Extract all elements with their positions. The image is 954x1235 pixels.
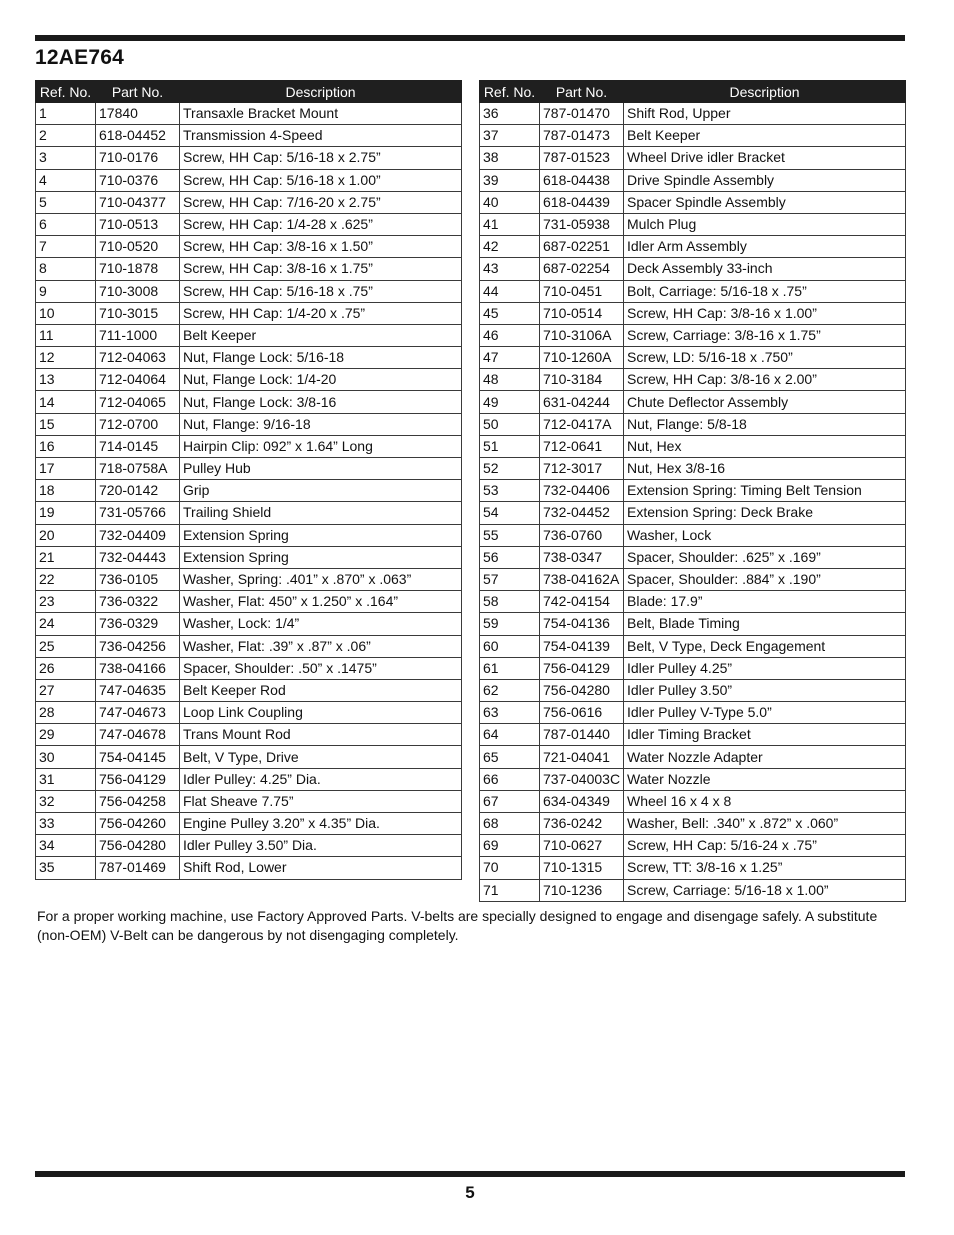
cell-part-no: 710-0520 xyxy=(96,236,180,258)
table-row xyxy=(36,369,462,391)
cell-description: Shift Rod, Upper xyxy=(624,103,906,125)
table-row xyxy=(480,524,906,546)
cell-ref-no: 57 xyxy=(480,568,540,590)
cell-part-no: 710-0514 xyxy=(540,302,624,324)
cell-ref-no: 14 xyxy=(36,391,96,413)
table-row xyxy=(480,413,906,435)
cell-ref-no: 47 xyxy=(480,347,540,369)
cell-ref-no: 34 xyxy=(36,835,96,857)
cell-part-no: 710-0376 xyxy=(96,169,180,191)
cell-ref-no: 13 xyxy=(36,369,96,391)
cell-ref-no: 35 xyxy=(36,857,96,879)
cell-description: Chute Deflector Assembly xyxy=(624,391,906,413)
table-header-row xyxy=(36,81,462,103)
cell-description: Nut, Flange: 9/16-18 xyxy=(180,413,462,435)
cell-description: Screw, HH Cap: 3/8-16 x 1.00” xyxy=(624,302,906,324)
cell-ref-no: 51 xyxy=(480,435,540,457)
cell-part-no: 754-04145 xyxy=(96,746,180,768)
cell-ref-no: 20 xyxy=(36,524,96,546)
table-row xyxy=(480,280,906,302)
cell-part-no: 732-04409 xyxy=(96,524,180,546)
cell-description: Belt Keeper xyxy=(624,125,906,147)
cell-description: Belt, V Type, Deck Engagement xyxy=(624,635,906,657)
table-row xyxy=(36,480,462,502)
cell-description: Belt Keeper Rod xyxy=(180,679,462,701)
cell-description: Belt, V Type, Drive xyxy=(180,746,462,768)
table-row xyxy=(480,835,906,857)
cell-description: Extension Spring: Deck Brake xyxy=(624,502,906,524)
table-header-row xyxy=(480,81,906,103)
table-row xyxy=(36,702,462,724)
cell-description: Extension Spring xyxy=(180,524,462,546)
cell-ref-no: 25 xyxy=(36,635,96,657)
cell-part-no: 732-04406 xyxy=(540,480,624,502)
cell-description: Belt Keeper xyxy=(180,324,462,346)
cell-ref-no: 16 xyxy=(36,435,96,457)
cell-ref-no: 64 xyxy=(480,724,540,746)
table-row xyxy=(480,702,906,724)
cell-part-no: 714-0145 xyxy=(96,435,180,457)
cell-description: Spacer, Shoulder: .625” x .169” xyxy=(624,546,906,568)
table-row xyxy=(36,835,462,857)
cell-ref-no: 61 xyxy=(480,657,540,679)
cell-ref-no: 66 xyxy=(480,768,540,790)
cell-part-no: 754-04139 xyxy=(540,635,624,657)
cell-description: Idler Pulley 3.50” Dia. xyxy=(180,835,462,857)
cell-description: Transmission 4-Speed xyxy=(180,125,462,147)
cell-part-no: 742-04154 xyxy=(540,591,624,613)
cell-description: Pulley Hub xyxy=(180,458,462,480)
table-row xyxy=(480,546,906,568)
cell-description: Spacer Spindle Assembly xyxy=(624,191,906,213)
table-row xyxy=(480,369,906,391)
cell-part-no: 747-04635 xyxy=(96,679,180,701)
table-row xyxy=(36,258,462,280)
cell-description: Screw, HH Cap: 1/4-20 x .75” xyxy=(180,302,462,324)
cell-part-no: 787-01523 xyxy=(540,147,624,169)
page-title: 12AE764 xyxy=(35,46,124,69)
cell-part-no: 710-1878 xyxy=(96,258,180,280)
cell-part-no: 710-0513 xyxy=(96,213,180,235)
cell-ref-no: 41 xyxy=(480,213,540,235)
cell-ref-no: 5 xyxy=(36,191,96,213)
table-row xyxy=(36,458,462,480)
cell-description: Blade: 17.9” xyxy=(624,591,906,613)
top-rule xyxy=(35,35,905,41)
cell-ref-no: 60 xyxy=(480,635,540,657)
table-row xyxy=(36,613,462,635)
cell-part-no: 736-0760 xyxy=(540,524,624,546)
cell-description: Washer, Lock xyxy=(624,524,906,546)
cell-description: Screw, TT: 3/8-16 x 1.25” xyxy=(624,857,906,879)
cell-description: Screw, HH Cap: 3/8-16 x 1.50” xyxy=(180,236,462,258)
cell-ref-no: 63 xyxy=(480,702,540,724)
cell-part-no: 618-04452 xyxy=(96,125,180,147)
cell-ref-no: 22 xyxy=(36,568,96,590)
cell-description: Screw, HH Cap: 5/16-18 x 1.00” xyxy=(180,169,462,191)
cell-description: Screw, HH Cap: 5/16-18 x .75” xyxy=(180,280,462,302)
cell-part-no: 712-04063 xyxy=(96,347,180,369)
table-row xyxy=(480,258,906,280)
cell-ref-no: 56 xyxy=(480,546,540,568)
cell-description: Washer, Flat: .39” x .87” x .06” xyxy=(180,635,462,657)
cell-part-no: 710-1315 xyxy=(540,857,624,879)
cell-part-no: 756-04129 xyxy=(540,657,624,679)
table-row xyxy=(480,236,906,258)
cell-part-no: 731-05766 xyxy=(96,502,180,524)
cell-description: Screw, LD: 5/16-18 x .750” xyxy=(624,347,906,369)
table-row xyxy=(480,391,906,413)
cell-part-no: 738-0347 xyxy=(540,546,624,568)
cell-ref-no: 62 xyxy=(480,679,540,701)
cell-ref-no: 24 xyxy=(36,613,96,635)
cell-ref-no: 19 xyxy=(36,502,96,524)
page-number: 5 xyxy=(465,1183,475,1202)
cell-part-no: 747-04673 xyxy=(96,702,180,724)
cell-description: Screw, HH Cap: 7/16-20 x 2.75” xyxy=(180,191,462,213)
cell-ref-no: 39 xyxy=(480,169,540,191)
table-row xyxy=(36,568,462,590)
cell-part-no: 711-1000 xyxy=(96,324,180,346)
cell-description: Nut, Flange: 5/8-18 xyxy=(624,413,906,435)
cell-part-no: 710-3008 xyxy=(96,280,180,302)
table-row xyxy=(36,768,462,790)
cell-part-no: 787-01473 xyxy=(540,125,624,147)
table-row xyxy=(36,280,462,302)
header-ref-no: Ref. No. xyxy=(480,81,540,103)
table-row xyxy=(36,191,462,213)
table-row xyxy=(36,236,462,258)
cell-description: Nut, Hex 3/8-16 xyxy=(624,458,906,480)
cell-ref-no: 55 xyxy=(480,524,540,546)
cell-part-no: 718-0758A xyxy=(96,458,180,480)
cell-part-no: 710-3015 xyxy=(96,302,180,324)
cell-part-no: 712-0700 xyxy=(96,413,180,435)
cell-part-no: 712-3017 xyxy=(540,458,624,480)
cell-description: Washer, Bell: .340” x .872” x .060” xyxy=(624,813,906,835)
cell-part-no: 737-04003C xyxy=(540,768,624,790)
table-row xyxy=(480,435,906,457)
cell-ref-no: 26 xyxy=(36,657,96,679)
table-row xyxy=(36,657,462,679)
table-row xyxy=(480,879,906,901)
cell-ref-no: 15 xyxy=(36,413,96,435)
cell-description: Nut, Hex xyxy=(624,435,906,457)
cell-ref-no: 11 xyxy=(36,324,96,346)
cell-part-no: 754-04136 xyxy=(540,613,624,635)
cell-ref-no: 21 xyxy=(36,546,96,568)
table-row xyxy=(480,857,906,879)
cell-part-no: 756-0616 xyxy=(540,702,624,724)
cell-part-no: 17840 xyxy=(96,103,180,125)
table-row xyxy=(36,213,462,235)
cell-description: Mulch Plug xyxy=(624,213,906,235)
table-row xyxy=(480,458,906,480)
cell-part-no: 710-1260A xyxy=(540,347,624,369)
cell-ref-no: 6 xyxy=(36,213,96,235)
cell-description: Wheel 16 x 4 x 8 xyxy=(624,790,906,812)
table-row xyxy=(480,191,906,213)
table-row xyxy=(480,746,906,768)
table-row xyxy=(36,169,462,191)
table-row xyxy=(480,147,906,169)
cell-description: Screw, Carriage: 5/16-18 x 1.00” xyxy=(624,879,906,901)
table-row xyxy=(36,435,462,457)
cell-ref-no: 8 xyxy=(36,258,96,280)
cell-description: Washer, Flat: 450” x 1.250” x .164” xyxy=(180,591,462,613)
table-row xyxy=(480,302,906,324)
cell-part-no: 687-02254 xyxy=(540,258,624,280)
cell-ref-no: 3 xyxy=(36,147,96,169)
cell-ref-no: 71 xyxy=(480,879,540,901)
cell-description: Screw, HH Cap: 5/16-18 x 2.75” xyxy=(180,147,462,169)
cell-description: Extension Spring xyxy=(180,546,462,568)
cell-description: Idler Pulley 3.50” xyxy=(624,679,906,701)
table-row xyxy=(36,103,462,125)
cell-description: Idler Pulley 4.25” xyxy=(624,657,906,679)
cell-part-no: 787-01440 xyxy=(540,724,624,746)
cell-description: Screw, Carriage: 3/8-16 x 1.75” xyxy=(624,324,906,346)
cell-ref-no: 49 xyxy=(480,391,540,413)
cell-ref-no: 36 xyxy=(480,103,540,125)
cell-ref-no: 10 xyxy=(36,302,96,324)
cell-ref-no: 58 xyxy=(480,591,540,613)
table-row xyxy=(480,480,906,502)
cell-description: Nut, Flange Lock: 5/16-18 xyxy=(180,347,462,369)
bottom-rule xyxy=(35,1171,905,1177)
cell-part-no: 720-0142 xyxy=(96,480,180,502)
cell-part-no: 787-01470 xyxy=(540,103,624,125)
cell-ref-no: 48 xyxy=(480,369,540,391)
table-row xyxy=(36,790,462,812)
cell-description: Belt, Blade Timing xyxy=(624,613,906,635)
cell-part-no: 710-0451 xyxy=(540,280,624,302)
cell-ref-no: 45 xyxy=(480,302,540,324)
cell-part-no: 736-0105 xyxy=(96,568,180,590)
cell-description: Shift Rod, Lower xyxy=(180,857,462,879)
cell-description: Water Nozzle Adapter xyxy=(624,746,906,768)
table-row xyxy=(480,347,906,369)
cell-part-no: 631-04244 xyxy=(540,391,624,413)
parts-table-right xyxy=(479,80,906,902)
cell-ref-no: 33 xyxy=(36,813,96,835)
table-row xyxy=(480,324,906,346)
cell-description: Trailing Shield xyxy=(180,502,462,524)
cell-ref-no: 50 xyxy=(480,413,540,435)
cell-part-no: 710-0627 xyxy=(540,835,624,857)
cell-ref-no: 54 xyxy=(480,502,540,524)
cell-part-no: 738-04166 xyxy=(96,657,180,679)
cell-description: Extension Spring: Timing Belt Tension xyxy=(624,480,906,502)
table-row xyxy=(36,813,462,835)
table-row xyxy=(36,857,462,879)
table-row xyxy=(36,413,462,435)
cell-ref-no: 7 xyxy=(36,236,96,258)
cell-description: Spacer, Shoulder: .884” x .190” xyxy=(624,568,906,590)
header-description: Description xyxy=(180,81,462,103)
cell-ref-no: 40 xyxy=(480,191,540,213)
table-row xyxy=(36,324,462,346)
cell-ref-no: 46 xyxy=(480,324,540,346)
cell-part-no: 736-0329 xyxy=(96,613,180,635)
cell-ref-no: 30 xyxy=(36,746,96,768)
table-row xyxy=(36,724,462,746)
cell-part-no: 618-04438 xyxy=(540,169,624,191)
table-row xyxy=(36,147,462,169)
cell-ref-no: 67 xyxy=(480,790,540,812)
cell-ref-no: 42 xyxy=(480,236,540,258)
cell-ref-no: 32 xyxy=(36,790,96,812)
cell-part-no: 747-04678 xyxy=(96,724,180,746)
table-row xyxy=(36,302,462,324)
cell-ref-no: 37 xyxy=(480,125,540,147)
cell-part-no: 756-04129 xyxy=(96,768,180,790)
table-row xyxy=(480,613,906,635)
cell-part-no: 787-01469 xyxy=(96,857,180,879)
cell-ref-no: 27 xyxy=(36,679,96,701)
cell-description: Screw, HH Cap: 3/8-16 x 2.00” xyxy=(624,369,906,391)
cell-description: Hairpin Clip: 092” x 1.64” Long xyxy=(180,435,462,457)
table-row xyxy=(36,591,462,613)
header-part-no: Part No. xyxy=(96,81,180,103)
header-ref-no: Ref. No. xyxy=(36,81,96,103)
cell-description: Flat Sheave 7.75” xyxy=(180,790,462,812)
table-row xyxy=(480,679,906,701)
cell-part-no: 712-04064 xyxy=(96,369,180,391)
cell-description: Deck Assembly 33-inch xyxy=(624,258,906,280)
cell-part-no: 712-0641 xyxy=(540,435,624,457)
table-row xyxy=(36,679,462,701)
table-row xyxy=(480,768,906,790)
cell-part-no: 634-04349 xyxy=(540,790,624,812)
parts-table-left xyxy=(35,80,462,880)
table-row xyxy=(480,502,906,524)
table-row xyxy=(36,635,462,657)
cell-description: Screw, HH Cap: 1/4-28 x .625” xyxy=(180,213,462,235)
cell-ref-no: 2 xyxy=(36,125,96,147)
table-row xyxy=(36,502,462,524)
table-row xyxy=(480,213,906,235)
cell-part-no: 732-04443 xyxy=(96,546,180,568)
cell-description: Bolt, Carriage: 5/16-18 x .75” xyxy=(624,280,906,302)
cell-description: Transaxle Bracket Mount xyxy=(180,103,462,125)
table-row xyxy=(36,347,462,369)
table-row xyxy=(480,103,906,125)
table-row xyxy=(36,391,462,413)
cell-description: Washer, Spring: .401” x .870” x .063” xyxy=(180,568,462,590)
table-row xyxy=(480,568,906,590)
header-part-no: Part No. xyxy=(540,81,624,103)
cell-ref-no: 4 xyxy=(36,169,96,191)
cell-description: Screw, HH Cap: 5/16-24 x .75” xyxy=(624,835,906,857)
table-row xyxy=(480,813,906,835)
cell-part-no: 710-3106A xyxy=(540,324,624,346)
cell-part-no: 731-05938 xyxy=(540,213,624,235)
cell-description: Drive Spindle Assembly xyxy=(624,169,906,191)
cell-ref-no: 68 xyxy=(480,813,540,835)
cell-description: Grip xyxy=(180,480,462,502)
cell-ref-no: 59 xyxy=(480,613,540,635)
cell-part-no: 710-3184 xyxy=(540,369,624,391)
cell-part-no: 712-04065 xyxy=(96,391,180,413)
footnote: For a proper working machine, use Factory Approved Parts. V-belts are specially designed to engage and disengage safely. A substitute (non-OEM) V-Belt can be dangerous by not disengaging completely. xyxy=(37,908,878,943)
cell-part-no: 736-04256 xyxy=(96,635,180,657)
table-row xyxy=(480,635,906,657)
cell-description: Water Nozzle xyxy=(624,768,906,790)
cell-part-no: 736-0242 xyxy=(540,813,624,835)
cell-description: Washer, Lock: 1/4” xyxy=(180,613,462,635)
cell-description: Loop Link Coupling xyxy=(180,702,462,724)
cell-part-no: 738-04162A xyxy=(540,568,624,590)
cell-description: Screw, HH Cap: 3/8-16 x 1.75” xyxy=(180,258,462,280)
table-row xyxy=(480,724,906,746)
cell-part-no: 756-04280 xyxy=(96,835,180,857)
cell-description: Nut, Flange Lock: 3/8-16 xyxy=(180,391,462,413)
cell-ref-no: 9 xyxy=(36,280,96,302)
cell-ref-no: 53 xyxy=(480,480,540,502)
header-description: Description xyxy=(624,81,906,103)
cell-part-no: 618-04439 xyxy=(540,191,624,213)
table-row xyxy=(480,169,906,191)
cell-part-no: 712-0417A xyxy=(540,413,624,435)
table-row xyxy=(36,546,462,568)
cell-ref-no: 12 xyxy=(36,347,96,369)
table-row xyxy=(36,125,462,147)
cell-part-no: 710-04377 xyxy=(96,191,180,213)
cell-ref-no: 29 xyxy=(36,724,96,746)
cell-ref-no: 17 xyxy=(36,458,96,480)
cell-ref-no: 31 xyxy=(36,768,96,790)
table-row xyxy=(480,125,906,147)
cell-part-no: 710-1236 xyxy=(540,879,624,901)
cell-ref-no: 52 xyxy=(480,458,540,480)
cell-part-no: 756-04280 xyxy=(540,679,624,701)
cell-part-no: 687-02251 xyxy=(540,236,624,258)
table-row xyxy=(480,591,906,613)
cell-part-no: 732-04452 xyxy=(540,502,624,524)
cell-ref-no: 23 xyxy=(36,591,96,613)
cell-description: Idler Pulley V-Type 5.0” xyxy=(624,702,906,724)
cell-ref-no: 18 xyxy=(36,480,96,502)
cell-ref-no: 65 xyxy=(480,746,540,768)
cell-ref-no: 1 xyxy=(36,103,96,125)
cell-description: Trans Mount Rod xyxy=(180,724,462,746)
cell-description: Idler Timing Bracket xyxy=(624,724,906,746)
cell-ref-no: 70 xyxy=(480,857,540,879)
cell-description: Wheel Drive idler Bracket xyxy=(624,147,906,169)
cell-ref-no: 44 xyxy=(480,280,540,302)
cell-description: Engine Pulley 3.20” x 4.35” Dia. xyxy=(180,813,462,835)
cell-part-no: 756-04260 xyxy=(96,813,180,835)
cell-part-no: 736-0322 xyxy=(96,591,180,613)
cell-part-no: 710-0176 xyxy=(96,147,180,169)
table-row xyxy=(36,746,462,768)
cell-ref-no: 69 xyxy=(480,835,540,857)
table-row xyxy=(36,524,462,546)
cell-part-no: 756-04258 xyxy=(96,790,180,812)
cell-ref-no: 28 xyxy=(36,702,96,724)
table-row xyxy=(480,657,906,679)
cell-description: Idler Arm Assembly xyxy=(624,236,906,258)
cell-ref-no: 43 xyxy=(480,258,540,280)
cell-description: Idler Pulley: 4.25” Dia. xyxy=(180,768,462,790)
cell-part-no: 721-04041 xyxy=(540,746,624,768)
cell-ref-no: 38 xyxy=(480,147,540,169)
cell-description: Spacer, Shoulder: .50” x .1475” xyxy=(180,657,462,679)
table-row xyxy=(480,790,906,812)
cell-description: Nut, Flange Lock: 1/4-20 xyxy=(180,369,462,391)
